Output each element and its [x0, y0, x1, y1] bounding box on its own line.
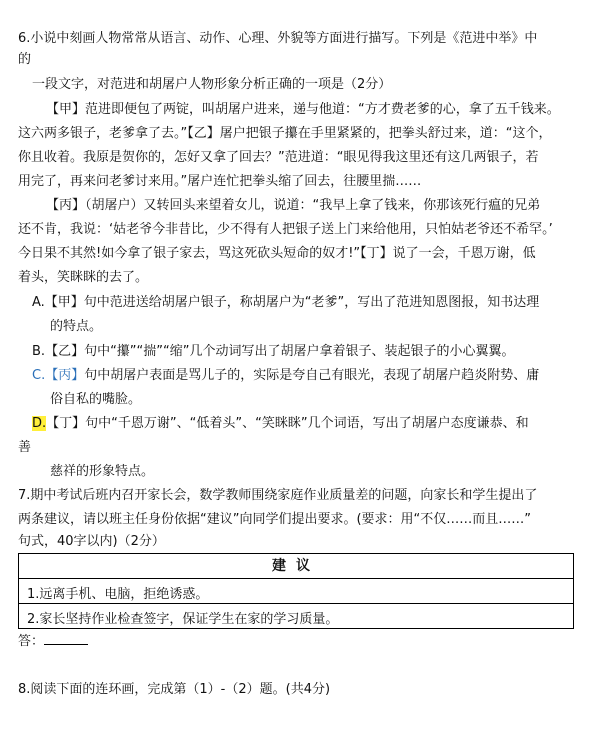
suggestion-table-title: 建议: [19, 554, 573, 579]
q6-passage-line: 还不肯，我说：‘姑老爷今非昔比，少不得有人把银子送上门来给他用，只怕姑老爷还不希罕。’: [18, 222, 553, 237]
suggestion-row: [19, 604, 573, 628]
q6-passage-line: 【甲】范进即便包了两锭，叫胡屠户进来，递与他道：“方才费老爹的心，拿了五千钱来。: [46, 102, 560, 117]
q7-line2: 两条建议，请以班主任身份依据“建议”向同学们提出要求。(要求：用“不仅……而且……”: [18, 512, 532, 527]
option-b: [32, 343, 514, 360]
answer-line: [18, 632, 88, 650]
option-c: [32, 367, 539, 384]
option-c-text: 句中胡屠户表面是骂儿子的，实际是夸自己有眼光，表现了胡屠户趋炎附势、庸: [84, 368, 540, 383]
suggestion-row: [19, 579, 573, 604]
option-d-line3: 慈祥的形象特点。: [50, 464, 155, 479]
option-c-line2: 俗自私的嘴脸。: [50, 392, 142, 407]
option-a-label: A.: [32, 295, 45, 310]
q6-passage-line: 你且收着。我原是贺你的，怎好又拿了回去？”范进道：“眼见得我这里还有这几两银子，若: [18, 150, 539, 165]
option-d: [32, 415, 529, 432]
option-a: [32, 294, 539, 311]
q6-passage-line: 今日果不其然!如今拿了银子家去，骂这死砍头短命的奴才!”【丁】说了一会，千恩万谢，低: [18, 246, 536, 261]
q6-passage-line: 用完了，再来问老爹讨来用。”屠户连忙把拳头缩了回去，往腰里揣……: [18, 174, 422, 189]
q7-line3: 句式，40字以内)（2分）: [18, 534, 165, 549]
option-d-line2: 善: [18, 440, 32, 455]
suggestion-table: [18, 553, 574, 629]
answer-blank[interactable]: [44, 632, 88, 645]
suggestion-item-2: 2.家长坚持作业检查签字，保证学生在家的学习质量。: [27, 612, 339, 627]
q7-line1: 7.期中考试后班内召开家长会，数学教师围绕家庭作业质量差的问题，向家长和学生提出了: [18, 488, 538, 503]
suggestion-item-1: 1.远离手机、电脑，拒绝诱惑。: [27, 587, 209, 602]
option-a-line2: 的特点。: [50, 319, 103, 334]
option-b-label: B.: [32, 344, 46, 359]
option-d-label: D.: [32, 416, 47, 431]
option-c-label: C.: [32, 368, 46, 383]
q6-passage-line: 【丙】（胡屠户）又转回头来望着女儿，说道：“我早上拿了钱来，你那该死行瘟的兄弟: [46, 198, 541, 213]
option-b-text: 【乙】句中“攥”“揣”“缩”几个动词写出了胡屠户拿着银子、装起银子的小心翼翼。: [45, 344, 515, 359]
q6-stem-line1: 6.小说中刻画人物常常从语言、动作、心理、外貌等方面进行描写。下列是《范进中举》中: [18, 31, 538, 46]
option-d-text: 【丁】句中“千恩万谢”、“低着头”、“笑眯眯”几个词语，写出了胡屠户态度谦恭、和: [46, 416, 529, 431]
q6-stem-line2: 的: [18, 52, 32, 67]
answer-label: 答：: [18, 634, 45, 649]
option-c-highlight-bracket: 【丙】: [45, 368, 85, 383]
option-a-text: 【甲】句中范进送给胡屠户银子，称胡屠户为“老爹”，写出了范进知恩图报，知书达理: [44, 295, 540, 310]
q8-line1: 8.阅读下面的连环画，完成第（1）-（2）题。(共4分): [18, 682, 331, 697]
q6-passage-line: 这六两多银子，老爹拿了去。”【乙】屠户把银子攥在手里紧紧的，把拳头舒过来，道：“这个，: [18, 126, 552, 141]
q6-passage-line: 着头，笑眯眯的去了。: [18, 270, 149, 285]
q6-stem-line3: 一段文字，对范进和胡屠户人物形象分析正确的一项是（2分）: [32, 77, 392, 92]
